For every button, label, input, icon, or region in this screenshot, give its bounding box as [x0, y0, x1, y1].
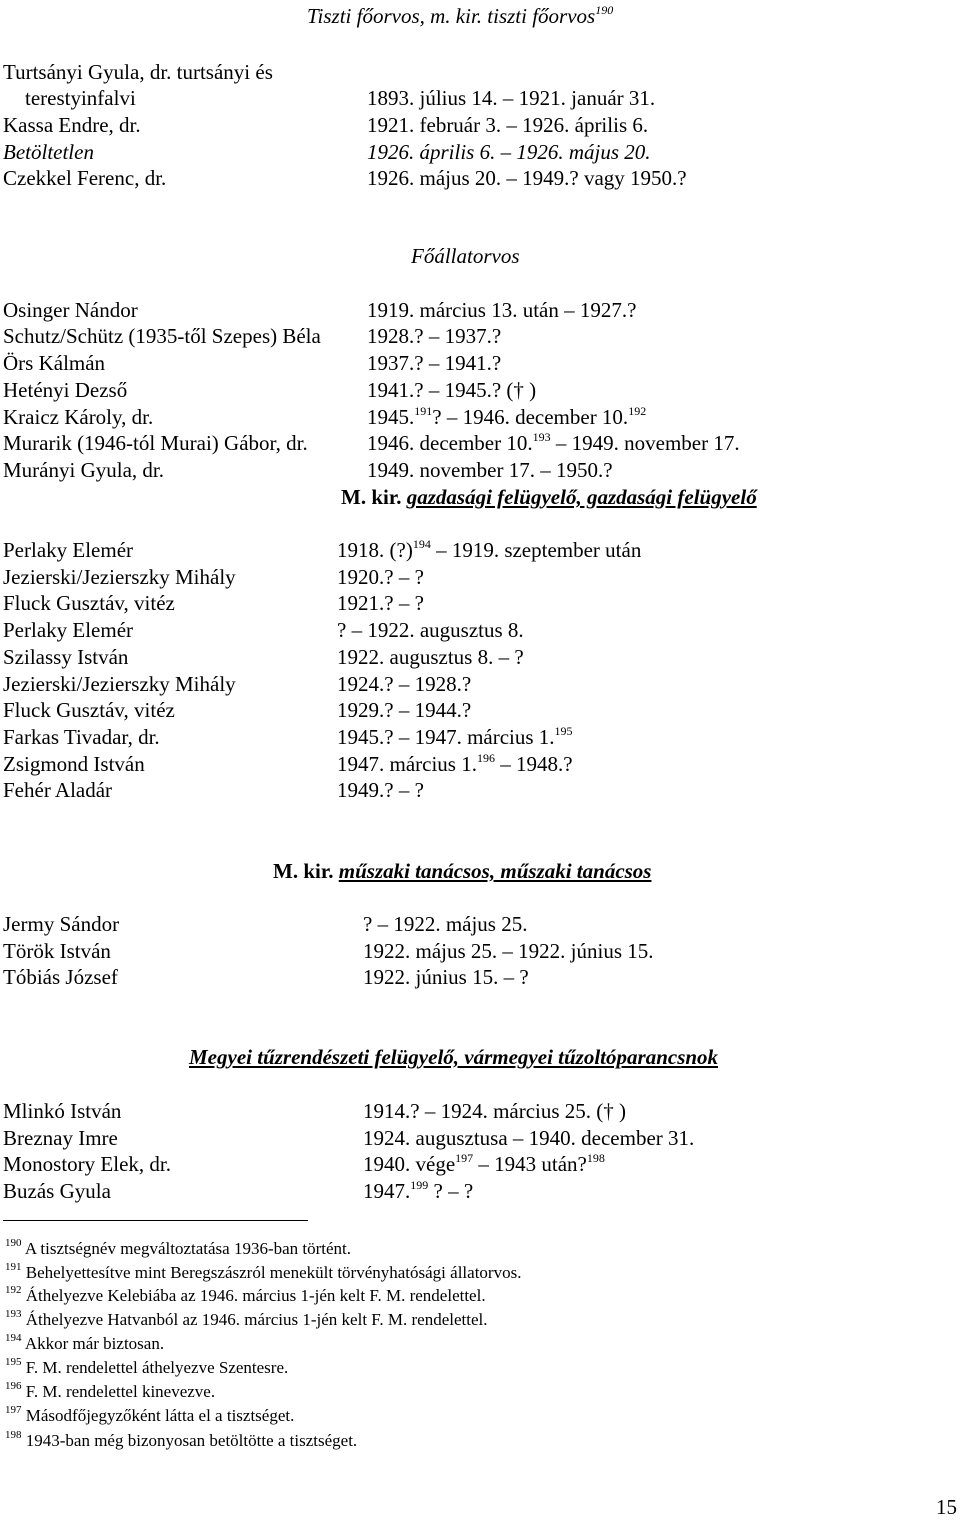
- footnote-text: 1943-ban még bizonyosan betöltötte a tisztséget.: [25, 1431, 358, 1450]
- term-dates: 1926. április 6. – 1926. május 20.: [367, 140, 651, 164]
- term-dates: 1918. (?)$^{194}$ – 1919. szeptember után: [337, 537, 642, 562]
- term-dates: 1941.? – 1945.? († ): [367, 378, 537, 402]
- term-dates: 1945.? – 1947. március 1.$^{195}$: [337, 724, 573, 749]
- footnote-number: 192: [5, 1284, 22, 1296]
- term-dates: 1924. augusztusa – 1940. december 31.: [363, 1126, 695, 1150]
- person-name: Fehér Aladár: [3, 778, 113, 802]
- footnote-text: Áthelyezve Kelebiába az 1946. március 1-jén kelt F. M. rendelettel.: [25, 1286, 486, 1305]
- footnote: [5, 1380, 216, 1401]
- term-dates: 1946. december 10.$^{193}$ – 1949. november 17.: [367, 430, 740, 455]
- footnote-ref: 195: [554, 724, 573, 738]
- footnote-text: A tisztségnév megváltoztatása 1936-ban történt.: [24, 1239, 352, 1258]
- footnote-number: 196: [5, 1380, 22, 1392]
- term-dates: 1926. május 20. – 1949.? vagy 1950.?: [367, 166, 687, 190]
- term-dates: ? – 1922. augusztus 8.: [337, 618, 524, 642]
- footnote-ref: 197: [455, 1151, 474, 1165]
- term-dates: 1893. július 14. – 1921. január 31.: [367, 86, 656, 110]
- term-dates: 1922. június 15. – ?: [363, 965, 529, 989]
- section-title-gazdasagi: M. kir. gazdasági felügyelő, gazdasági felügyelő: [341, 485, 757, 509]
- footnote: [5, 1332, 165, 1353]
- footnote-ref: 191: [414, 404, 433, 418]
- footnote-number: 194: [5, 1332, 22, 1344]
- footnote-text: F. M. rendelettel kinevezve.: [25, 1382, 216, 1401]
- term-dates: 1922. augusztus 8. – ?: [337, 645, 524, 669]
- person-name: Jermy Sándor: [3, 912, 120, 936]
- person-name: Schutz/Schütz (1935-től Szepes) Béla: [3, 324, 321, 348]
- person-name: Szilassy István: [3, 645, 129, 669]
- term-dates: 1919. március 13. után – 1927.?: [367, 298, 637, 322]
- footnote-divider: [3, 1220, 308, 1221]
- person-name: Kassa Endre, dr.: [3, 113, 141, 137]
- footnote-ref: 196: [476, 751, 495, 765]
- term-dates: 1928.? – 1937.?: [367, 324, 502, 348]
- footnote-ref: 199: [410, 1178, 429, 1192]
- footnote-number: 190: [5, 1237, 22, 1249]
- person-name: Farkas Tivadar, dr.: [3, 725, 160, 749]
- footnote-text: Akkor már biztosan.: [24, 1334, 165, 1353]
- section-title-tiszti: [307, 3, 614, 28]
- person-name: Hetényi Dezső: [3, 378, 128, 402]
- footnote-number: 195: [5, 1356, 22, 1368]
- page-number: 15: [936, 1495, 957, 1519]
- term-dates: ? – 1922. május 25.: [363, 912, 528, 936]
- term-dates: 1937.? – 1941.?: [367, 351, 502, 375]
- term-dates: 1949.? – ?: [337, 778, 424, 802]
- person-name: Murányi Gyula, dr.: [3, 458, 164, 482]
- footnote: [5, 1356, 289, 1377]
- term-dates: 1947.$^{199}$ ? – ?: [363, 1178, 474, 1203]
- person-name: Mlinkó István: [3, 1099, 122, 1123]
- term-dates: 1945.$^{191}$? – 1946. december 10.$^{192}$: [367, 404, 647, 429]
- footnote-text: Áthelyezve Hatvanból az 1946. március 1-jén kelt F. M. rendelettel.: [25, 1310, 488, 1329]
- person-name: Turtsányi Gyula, dr. turtsányi és: [3, 60, 273, 84]
- footnote-ref: 190: [595, 3, 614, 17]
- person-name: Jezierski/Jezierszky Mihály: [3, 565, 236, 589]
- footnote: [5, 1237, 352, 1258]
- person-name: Örs Kálmán: [3, 351, 106, 375]
- person-name: Perlaky Elemér: [3, 538, 134, 562]
- term-dates: 1947. március 1.$^{196}$ – 1948.?: [337, 751, 573, 776]
- footnote-number: 193: [5, 1308, 22, 1320]
- footnote-ref: 198: [586, 1151, 605, 1165]
- person-name: Buzás Gyula: [3, 1179, 111, 1203]
- person-name: Jezierski/Jezierszky Mihály: [3, 672, 236, 696]
- term-dates: 1914.? – 1924. március 25. († ): [363, 1099, 627, 1123]
- person-name: terestyinfalvi: [25, 86, 136, 110]
- footnote-ref: 192: [628, 404, 647, 418]
- term-dates: 1920.? – ?: [337, 565, 424, 589]
- person-name: Murarik (1946-tól Murai) Gábor, dr.: [3, 431, 308, 455]
- section-title-foallatorvos: Főállatorvos: [411, 244, 520, 268]
- footnote: [5, 1284, 486, 1305]
- footnote-number: 191: [5, 1261, 22, 1273]
- person-name: Osinger Nándor: [3, 298, 138, 322]
- term-dates: 1929.? – 1944.?: [337, 698, 472, 722]
- term-dates: 1921.? – ?: [337, 591, 424, 615]
- person-name: Monostory Elek, dr.: [3, 1152, 171, 1176]
- person-name: Betöltetlen: [3, 140, 94, 164]
- person-name: Fluck Gusztáv, vitéz: [3, 591, 175, 615]
- section-title-muszaki: M. kir. műszaki tanácsos, műszaki tanácsos: [273, 859, 652, 883]
- person-name: Tóbiás József: [3, 965, 118, 989]
- person-name: Breznay Imre: [3, 1126, 118, 1150]
- person-name: Török István: [3, 939, 111, 963]
- footnote-text: F. M. rendelettel áthelyezve Szentesre.: [25, 1358, 289, 1377]
- footnote-ref: 194: [412, 537, 431, 551]
- person-name: Fluck Gusztáv, vitéz: [3, 698, 175, 722]
- footnote: [5, 1261, 522, 1282]
- footnote-text: Behelyettesítve mint Beregszászról menekült törvényhatósági állatorvos.: [25, 1263, 522, 1282]
- term-dates: 1921. február 3. – 1926. április 6.: [367, 113, 649, 137]
- footnote-number: 197: [5, 1404, 22, 1416]
- footnote-text: Másodfőjegyzőként látta el a tisztséget.: [25, 1406, 295, 1425]
- footnote: [5, 1308, 488, 1329]
- term-dates: 1924.? – 1928.?: [337, 672, 472, 696]
- person-name: Czekkel Ferenc, dr.: [3, 166, 167, 190]
- person-name: Zsigmond István: [3, 752, 145, 776]
- footnote-number: 198: [5, 1429, 22, 1441]
- section-title-tuzrendeszeti: Megyei tűzrendészeti felügyelő, vármegyei tűzoltóparancsnok: [189, 1045, 719, 1069]
- footnote-ref: 193: [532, 430, 551, 444]
- footnote: [5, 1429, 358, 1450]
- term-dates: 1940. vége$^{197}$ – 1943 után?$^{198}$: [363, 1151, 605, 1176]
- term-dates: 1949. november 17. – 1950.?: [367, 458, 613, 482]
- person-name: Perlaky Elemér: [3, 618, 134, 642]
- person-name: Kraicz Károly, dr.: [3, 405, 154, 429]
- section-title-text: Tiszti főorvos, m. kir. tiszti főorvos: [307, 4, 596, 28]
- footnote: [5, 1404, 295, 1425]
- term-dates: 1922. május 25. – 1922. június 15.: [363, 939, 654, 963]
